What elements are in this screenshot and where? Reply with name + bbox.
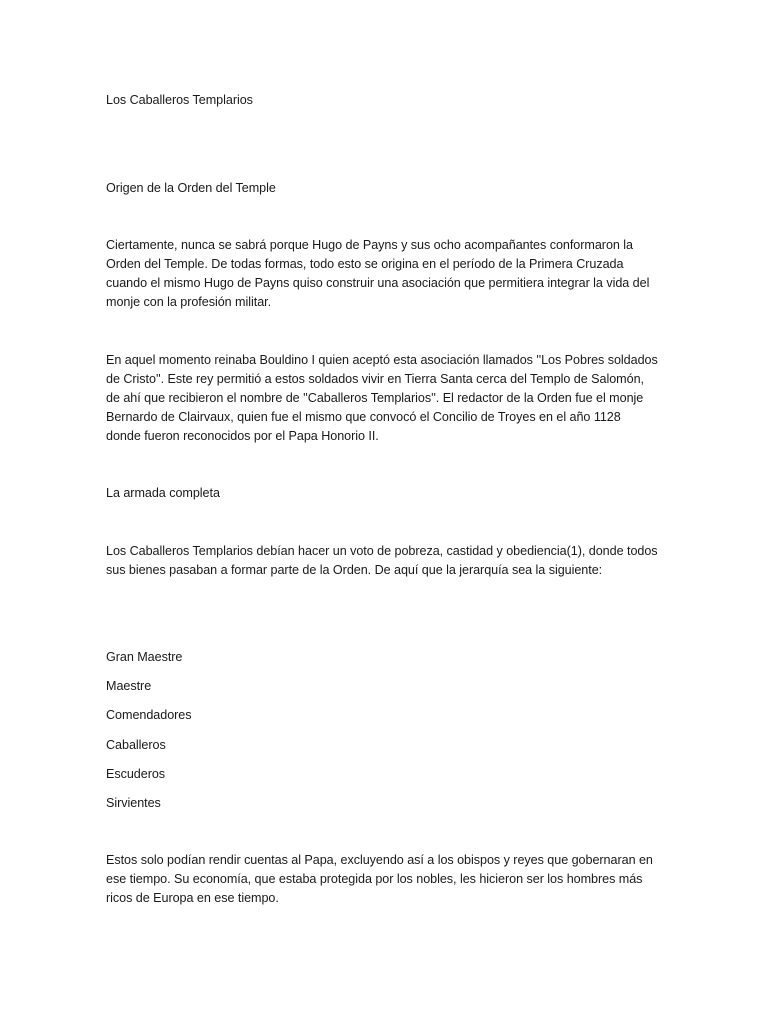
- paragraph-line: de Cristo''. Este rey permitió a estos soldados vivir en Tierra Santa cerca del Templo de Salomón,: [106, 372, 644, 386]
- section-heading-armada: La armada completa: [106, 486, 220, 500]
- paragraph-line: Orden del Temple. De todas formas, todo esto se origina en el período de la Primera Cruzada: [106, 257, 624, 271]
- paragraph-line: donde fueron reconocidos por el Papa Honorio II.: [106, 429, 379, 443]
- hierarchy-item: Gran Maestre: [106, 650, 183, 664]
- paragraph-line: Los Caballeros Templarios debían hacer un voto de pobreza, castidad y obediencia(1), donde todos: [106, 544, 658, 558]
- paragraph-economia: [106, 851, 666, 908]
- paragraph-line: ese tiempo. Su economía, que estaba protegida por los nobles, les hicieron ser los hombres más: [106, 872, 643, 886]
- paragraph-line: monje con la profesión militar.: [106, 295, 272, 309]
- section-heading-origen: Origen de la Orden del Temple: [106, 181, 276, 195]
- paragraph-bouldino: [106, 351, 666, 446]
- paragraph-line: Ciertamente, nunca se sabrá porque Hugo de Payns y sus ocho acompañantes conformaron la: [106, 238, 633, 252]
- hierarchy-item: Comendadores: [106, 708, 192, 722]
- hierarchy-item: Maestre: [106, 679, 152, 693]
- paragraph-line: cuando el mismo Hugo de Payns quiso construir una asociación que permitiera integrar la vida del: [106, 276, 650, 290]
- hierarchy-item: Caballeros: [106, 738, 166, 752]
- paragraph-line: sus bienes pasaban a formar parte de la Orden. De aquí que la jerarquía sea la siguiente:: [106, 563, 603, 577]
- paragraph-line: ricos de Europa en ese tiempo.: [106, 891, 279, 905]
- hierarchy-item: Escuderos: [106, 767, 166, 781]
- paragraph-line: Estos solo podían rendir cuentas al Papa, excluyendo así a los obispos y reyes que gobernaran en: [106, 853, 653, 867]
- paragraph-votos: [106, 542, 666, 580]
- hierarchy-item: Sirvientes: [106, 796, 161, 810]
- paragraph-line: de ahí que recibieron el nombre de ''Caballeros Templarios''. El redactor de la Orden fue el monje: [106, 391, 644, 405]
- paragraph-origen: [106, 236, 666, 312]
- paragraph-line: Bernardo de Clairvaux, quien fue el mismo que convocó el Concilio de Troyes en el año 1128: [106, 410, 621, 424]
- paragraph-line: En aquel momento reinaba Bouldino I quien aceptó esta asociación llamados ''Los Pobres soldados: [106, 353, 658, 367]
- document-title: Los Caballeros Templarios: [106, 93, 253, 107]
